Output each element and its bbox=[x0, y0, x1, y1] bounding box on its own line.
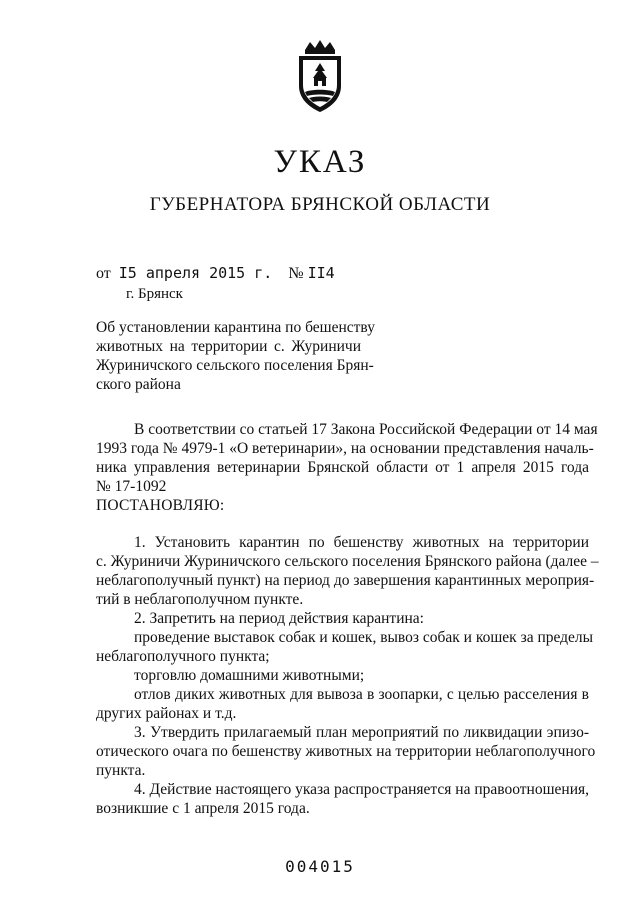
item-line: неблагополучного пункта; bbox=[96, 648, 270, 665]
preamble-line: № 17-1092 bbox=[96, 478, 167, 495]
item-line: тий в неблагополучном пункте. bbox=[96, 591, 304, 608]
item-4 bbox=[96, 780, 589, 818]
subject-block bbox=[96, 318, 375, 394]
dateline bbox=[96, 263, 335, 284]
document-title: УКАЗ bbox=[273, 144, 367, 180]
item-line: отического очага по бешенству животных на территории неблагополучного bbox=[96, 743, 596, 760]
item-line: пункта. bbox=[96, 762, 146, 779]
item-2b: торговлю домашними животными; bbox=[134, 667, 365, 684]
date-prefix: от bbox=[96, 265, 111, 282]
preamble-line: В соответствии со статьей 17 Закона Российской Федерации от 14 мая bbox=[134, 421, 598, 438]
subject-line: животных на территории с. Журиничи bbox=[96, 338, 361, 355]
preamble bbox=[96, 420, 598, 496]
item-line: неблагополучный пункт) на период до завершения карантинных мероприя- bbox=[96, 572, 595, 589]
subject-line: Об установлении карантина по бешенству bbox=[96, 319, 375, 336]
item-line: с. Журиничи Журиничского сельского поселения Брянского района (далее – bbox=[96, 553, 599, 570]
spacer bbox=[96, 515, 589, 533]
item-line: отлов диких животных для вывоза в зоопарки, с целью расселения в bbox=[134, 686, 589, 703]
item-line: 3. Утвердить прилагаемый план мероприятий по ликвидации эпизо- bbox=[134, 724, 589, 741]
subject-line: Журиничского сельского поселения Брян- bbox=[96, 357, 374, 374]
item-line: возникшие с 1 апреля 2015 года. bbox=[96, 800, 310, 817]
item-2c bbox=[96, 685, 589, 723]
document-subtitle: ГУБЕРНАТОРА БРЯНСКОЙ ОБЛАСТИ bbox=[149, 194, 491, 215]
serial-number: 004015 bbox=[285, 857, 355, 876]
coat-of-arms-icon bbox=[291, 40, 349, 114]
number-sign: № bbox=[288, 265, 304, 282]
item-line: проведение выставок собак и кошек, вывоз собак и кошек за пределы bbox=[134, 629, 594, 646]
item-2a bbox=[96, 628, 594, 666]
item-3 bbox=[96, 723, 596, 780]
preamble-line: 1993 года № 4979-1 «О ветеринарии», на основании представления началь- bbox=[96, 440, 594, 457]
preamble-line: ника управления ветеринарии Брянской области от 1 апреля 2015 года bbox=[96, 459, 589, 476]
decree-word: ПОСТАНОВЛЯЮ: bbox=[96, 497, 225, 514]
item-line: других районах и т.д. bbox=[96, 705, 237, 722]
city-name: г. Брянск bbox=[126, 286, 183, 302]
item-line: 4. Действие настоящего указа распространяется на правоотношения, bbox=[134, 781, 589, 798]
item-1 bbox=[96, 533, 599, 609]
document-body bbox=[96, 420, 599, 818]
item-line: 1. Установить карантин по бешенству животных на территории bbox=[134, 534, 589, 551]
subject-line: ского района bbox=[96, 376, 181, 393]
item-2-heading: 2. Запретить на период действия карантина: bbox=[134, 610, 424, 627]
issue-date: I5 апреля 2015 г. bbox=[118, 264, 273, 282]
document-number: II4 bbox=[307, 264, 335, 282]
